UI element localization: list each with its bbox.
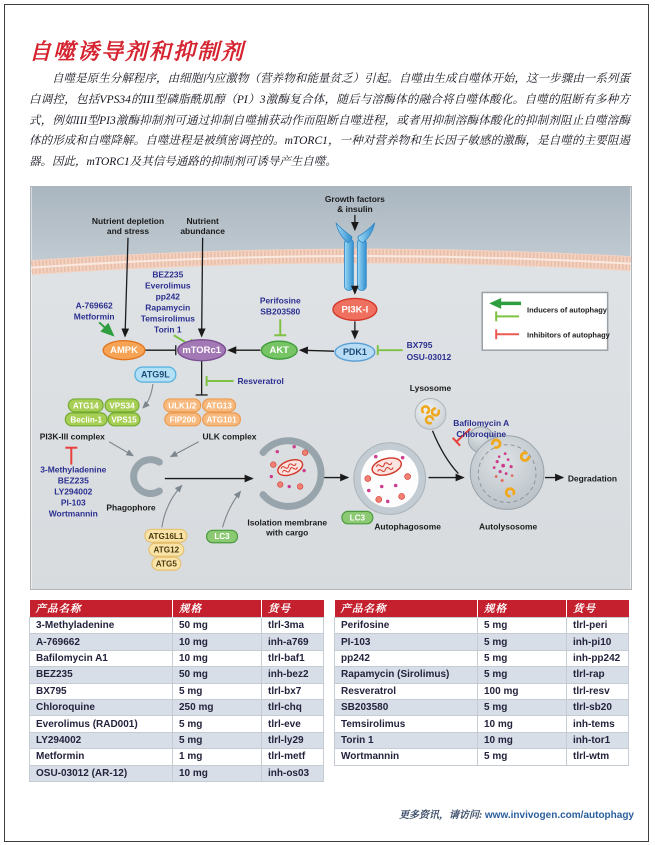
pdk1-inhibitor-drug: BX795 xyxy=(406,340,433,351)
table-row: SB203580 5 mg tlrl-sb20 xyxy=(335,699,629,715)
svg-text:SB203580: SB203580 xyxy=(260,306,301,317)
svg-text:Metformin: Metformin xyxy=(73,311,115,322)
atg16l1-label: ATG16L1 xyxy=(148,531,184,541)
lysosome-inhibitor-drug: Bafilomycin A xyxy=(453,417,510,428)
svg-text:and stress: and stress xyxy=(106,225,150,236)
phagophore-label: Phagophore xyxy=(106,502,156,513)
table-row: Rapamycin (Sirolimus) 5 mg tlrl-rap xyxy=(335,667,629,683)
atg5-label: ATG5 xyxy=(155,559,177,569)
lc3-label: LC3 xyxy=(214,532,230,542)
table-header-row xyxy=(30,600,324,618)
autophagosome-shape xyxy=(354,443,426,515)
legend-inhibitors-label: Inhibitors of autophagy xyxy=(527,330,610,340)
intro-paragraph: 自噬是原生分解程序，由细胞内应激物（营养物和能量贫乏）引起。自噬由生成自噬体开始，这一步骤由一系列蛋白调控，包括VPS34的III型磷脂酰肌醇（PI）3激酶复合体，随后与溶酶体的融合将自噬体酸化。自噬的阻断有多种方式，例如III型PI3激酶抑制剂可通过抑制自噬捕获动作而阻断自噬进程，或者用抑制溶酶体酸化的抑制剂阻止自噬溶酶体的形成和自噬降解。自噬进程是被缜密调控的。mTORC1，一种对营养物和生长因子敏感的激酶，是自噬的主要阻遏器。因此，mTORC1及其信号通路的抑制剂可诱导产生自噬。 xyxy=(29,73,630,169)
svg-text:Wortmannin: Wortmannin xyxy=(48,508,98,519)
svg-text:Chloroquine: Chloroquine xyxy=(456,428,507,439)
svg-text:pp242: pp242 xyxy=(155,291,181,302)
lysosome-shape xyxy=(415,398,446,429)
table-row: Torin 1 10 mg inh-tor1 xyxy=(335,732,629,748)
mtor-inhibitor-drug: BEZ235 xyxy=(152,269,184,280)
pi3k3-inhibitor-drug: 3-Methyladenine xyxy=(40,464,107,475)
pi3k3-complex-label: PI3K-III complex xyxy=(39,431,105,442)
col-catalog: 货号 xyxy=(567,600,629,618)
autophagy-pathway-diagram xyxy=(30,186,632,590)
col-catalog: 货号 xyxy=(262,600,324,618)
svg-text:PI-103: PI-103 xyxy=(60,497,86,508)
table-row: pp242 5 mg inh-pp242 xyxy=(335,650,629,666)
table-row: Everolimus (RAD001) 5 mg tlrl-eve xyxy=(30,716,324,732)
vps15-label: VPS15 xyxy=(111,415,137,425)
footer-text: 更多资讯，请访问: xyxy=(399,810,485,821)
footer-link[interactable]: www.invivogen.com/autophagy xyxy=(484,810,634,821)
table-header-row xyxy=(335,600,629,618)
nutrient-depletion-label: Nutrient depletion xyxy=(91,215,165,226)
svg-text:BEZ235: BEZ235 xyxy=(57,475,89,486)
pi3k-i-label: PI3K-I xyxy=(341,304,369,316)
table-row: BX795 5 mg tlrl-bx7 xyxy=(30,683,324,699)
col-spec: 规格 xyxy=(478,600,567,618)
legend xyxy=(482,292,610,350)
table-row: Wortmannin 5 mg tlrl-wtm xyxy=(335,749,629,765)
col-spec: 规格 xyxy=(173,600,262,618)
table-row: BEZ235 50 mg inh-bez2 xyxy=(30,667,324,683)
table-row: 3-Methyladenine 50 mg tlrl-3ma xyxy=(30,618,324,634)
table-row: Metformin 1 mg tlrl-metf xyxy=(30,749,324,765)
legend-inducers-label: Inducers of autophagy xyxy=(527,305,607,315)
table-row: OSU-03012 (AR-12) 10 mg inh-os03 xyxy=(30,765,324,781)
svg-text:Rapamycin: Rapamycin xyxy=(145,302,191,313)
svg-text:Torin 1: Torin 1 xyxy=(154,324,182,335)
table-row: LY294002 5 mg tlrl-ly29 xyxy=(30,732,324,748)
svg-text:with cargo: with cargo xyxy=(266,527,309,538)
svg-text:Everolimus: Everolimus xyxy=(145,280,191,291)
table-row: Resveratrol 100 mg tlrl-resv xyxy=(335,683,629,699)
document-page xyxy=(4,4,649,842)
page-title: 自噬诱导剂和抑制剂 xyxy=(29,39,246,64)
ulk-complex-label: ULK complex xyxy=(202,431,257,442)
degradation-label: Degradation xyxy=(567,473,618,484)
lc3-autophagosome-label: LC3 xyxy=(349,513,366,523)
atg13-label: ATG13 xyxy=(206,401,232,411)
ulk12-label: ULK1/2 xyxy=(168,401,197,411)
autophagosome-label: Autophagosome xyxy=(374,521,441,532)
ampk-activator-drug: A-769662 xyxy=(75,300,113,311)
product-table-right xyxy=(334,600,629,766)
atg101-label: ATG101 xyxy=(206,415,237,425)
table-row: Perifosine 5 mg tlrl-peri xyxy=(335,618,629,634)
nutrient-abundance-label: Nutrient xyxy=(186,215,219,226)
svg-text:abundance: abundance xyxy=(180,225,225,236)
table-row: Chloroquine 250 mg tlrl-chq xyxy=(30,699,324,715)
footer xyxy=(5,806,634,821)
svg-text:& insulin: & insulin xyxy=(337,203,373,214)
col-product-name: 产品名称 xyxy=(335,600,478,618)
table-row: Bafilomycin A1 10 mg tlrl-baf1 xyxy=(30,650,324,666)
atg12-label: ATG12 xyxy=(153,545,180,555)
atg14-label: ATG14 xyxy=(72,401,99,411)
mtorc1-label: mTORc1 xyxy=(182,345,221,357)
akt-inhibitor-drug: Perifosine xyxy=(259,295,301,306)
growth-factors-label: Growth factors xyxy=(324,193,385,204)
autolysosome-label: Autolysosome xyxy=(479,521,538,532)
lysosome-label: Lysosome xyxy=(409,382,452,393)
fip200-label: FIP200 xyxy=(169,415,196,425)
table-row: Temsirolimus 10 mg inh-tems xyxy=(335,716,629,732)
col-product-name: 产品名称 xyxy=(30,600,173,618)
akt-label: AKT xyxy=(269,345,289,357)
isolation-membrane-label: Isolation membrane xyxy=(247,517,328,528)
table-row: PI-103 5 mg inh-pi10 xyxy=(335,634,629,650)
ulk-inhibitor-drug: Resveratrol xyxy=(237,376,284,387)
svg-text:OSU-03012: OSU-03012 xyxy=(406,352,452,363)
vps34-label: VPS34 xyxy=(109,401,135,411)
svg-text:Temsirolimus: Temsirolimus xyxy=(140,313,195,324)
product-table-left xyxy=(29,600,324,782)
table-row: A-769662 10 mg inh-a769 xyxy=(30,634,324,650)
pdk1-label: PDK1 xyxy=(342,347,367,358)
beclin1-label: Beclin-1 xyxy=(70,415,103,425)
atg9l-label: ATG9L xyxy=(141,369,170,380)
svg-text:LY294002: LY294002 xyxy=(54,486,93,497)
ampk-label: AMPK xyxy=(110,345,138,357)
